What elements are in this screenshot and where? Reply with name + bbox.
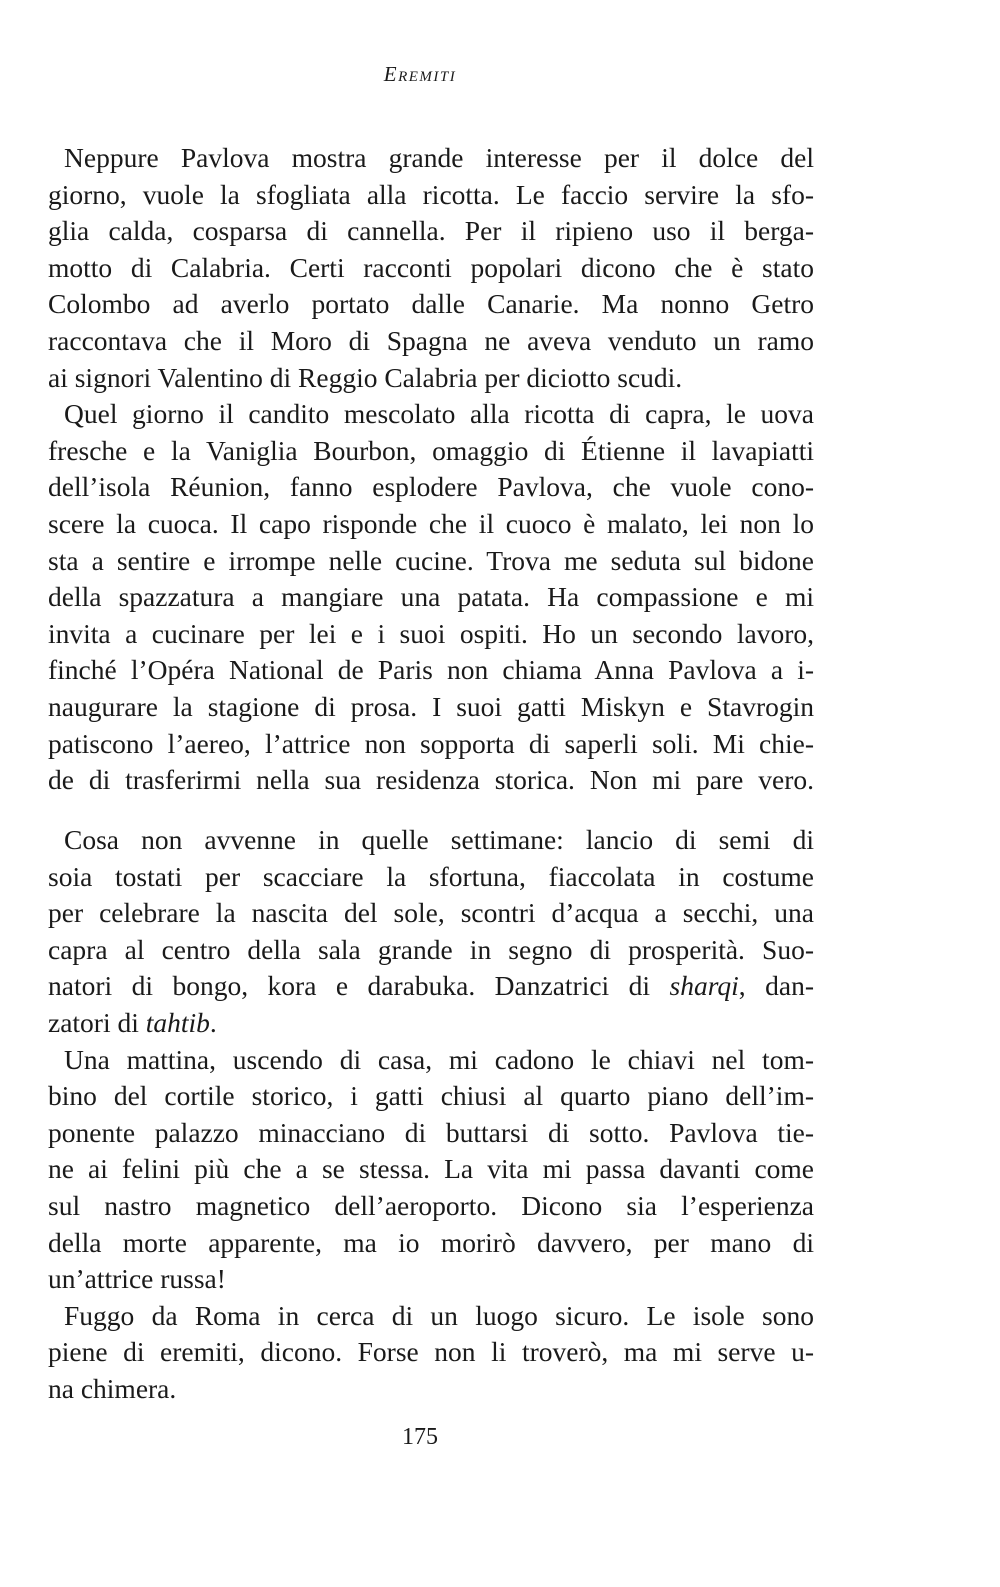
text-line: soia tostati per scacciare la sfortuna, fiaccolata in costume [48, 860, 814, 892]
text-line: invita a cucinare per lei e i suoi ospiti. Ho un secondo lavoro, [48, 617, 814, 649]
text-line: un’attrice russa! [48, 1263, 226, 1295]
text-line: glia calda, cosparsa di cannella. Per il ripieno uso il berga- [48, 215, 814, 247]
text-line: raccontava che il Moro di Spagna ne aveva venduto un ramo [48, 324, 814, 356]
text-line: Una mattina, uscendo di casa, mi cadono le chiavi nel tom- [64, 1043, 814, 1075]
text-fragment: , dan- [738, 970, 815, 1002]
text-line: ai signori Valentino di Reggio Calabria per diciotto scudi. [48, 361, 683, 393]
text-line: Cosa non avvenne in quelle settimane: lancio di semi di [64, 824, 814, 855]
text-line: della spazzatura a mangiare una patata. Ha compassione e mi [48, 581, 814, 613]
text-section-2 [48, 822, 814, 1408]
text-line: bino del cortile storico, i gatti chiusi al quarto piano dell’im- [48, 1080, 814, 1112]
text-fragment: zatori di [48, 1006, 146, 1038]
text-line: sul nastro magnetico dell’aeroporto. Dicono sia l’esperienza [48, 1189, 814, 1221]
text-line: piene di eremiti, dicono. Forse non li troverò, ma mi serve u- [48, 1336, 814, 1368]
text-line: scere la cuoca. Il capo risponde che il cuoco è malato, lei non lo [48, 507, 814, 539]
text-line: fresche e la Vaniglia Bourbon, omaggio di Étienne il lavapiatti [48, 434, 814, 466]
text-line: ne ai felini più che a se stessa. La vita mi passa davanti come [48, 1153, 814, 1185]
text-line [48, 968, 814, 1005]
text-line: naugurare la stagione di prosa. I suoi gatti Miskyn e Stavrogin [48, 690, 814, 722]
text-line: motto di Calabria. Certi racconti popolari dicono che è stato [48, 251, 814, 283]
page-number: 175 [402, 1424, 438, 1450]
text-fragment: . [209, 1006, 217, 1038]
text-line: patiscono l’aereo, l’attrice non sopporta di saperli soli. Mi chie- [48, 727, 814, 759]
text-line: giorno, vuole la sfogliata alla ricotta. Le faccio servire la sfo- [48, 178, 814, 210]
text-line: ponente palazzo minacciano di buttarsi di sotto. Pavlova tie- [48, 1116, 814, 1148]
text-line: Colombo ad averlo portato dalle Canarie. Ma nonno Getro [48, 288, 814, 320]
running-head: Eremiti [383, 62, 457, 86]
text-line: capra al centro della sala grande in segno di prosperità. Suo- [48, 933, 814, 965]
text-section-1 [48, 140, 814, 835]
text-line: della morte apparente, ma io morirò davvero, per mano di [48, 1226, 814, 1258]
text-line: na chimera. [48, 1372, 177, 1404]
text-line: finché l’Opéra National de Paris non chiama Anna Pavlova a i- [48, 654, 814, 686]
text-fragment: natori di bongo, kora e darabuka. Danzatrici di [48, 970, 670, 1002]
italic-term: tahtib [145, 1006, 210, 1038]
text-line: de di trasferirmi nella sua residenza storica. Non mi pare vero. [48, 764, 814, 796]
italic-term: sharqi [669, 970, 739, 1002]
text-line: Neppure Pavlova mostra grande interesse per il dolce del [64, 142, 814, 173]
text-line: per celebrare la nascita del sole, scontri d’acqua a secchi, una [48, 897, 814, 929]
text-line: sta a sentire e irrompe nelle cucine. Trova me seduta sul bidone [48, 544, 814, 576]
text-line: Fuggo da Roma in cerca di un luogo sicuro. Le isole sono [64, 1299, 814, 1331]
text-line [48, 1005, 814, 1042]
text-line: dell’isola Réunion, fanno esplodere Pavlova, che vuole cono- [48, 471, 814, 503]
text-line: Quel giorno il candito mescolato alla ricotta di capra, le uova [64, 398, 814, 430]
